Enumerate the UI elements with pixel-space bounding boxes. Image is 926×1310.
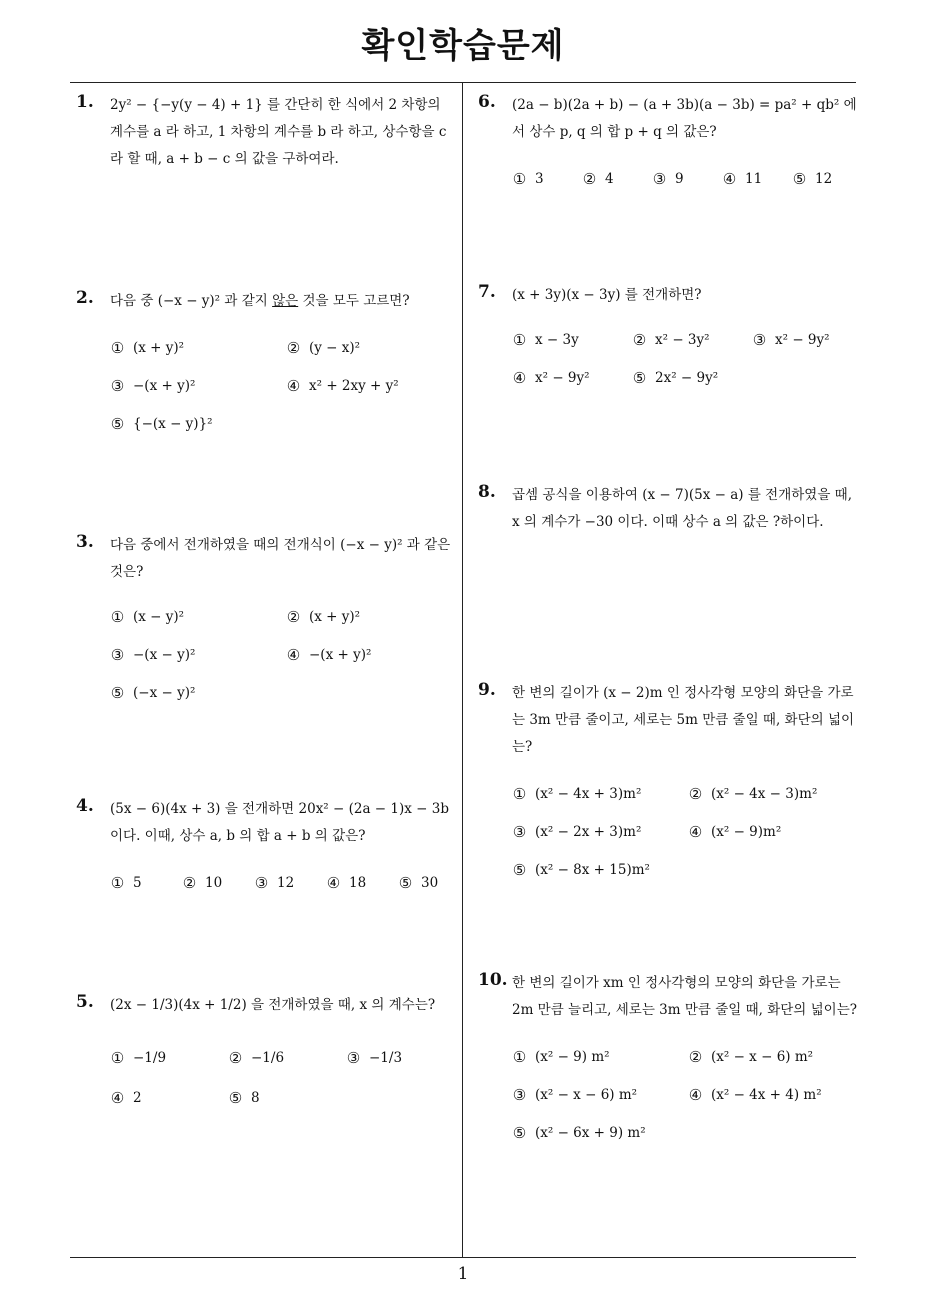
choice-2[interactable]: [688, 1049, 813, 1065]
choice-4[interactable]: [326, 875, 398, 891]
circled-number: ⑤: [110, 415, 125, 433]
problem-number: 4.: [76, 796, 94, 816]
circled-number: ④: [688, 1086, 703, 1104]
choice-list: [110, 329, 456, 443]
problem-number: 6.: [478, 92, 496, 112]
choice-1[interactable]: [512, 171, 582, 187]
choice-4[interactable]: [512, 370, 632, 386]
bottom-rule: [70, 1257, 856, 1258]
choice-text: 10: [205, 875, 223, 891]
choice-4[interactable]: [110, 1090, 228, 1106]
choice-text: 12: [815, 171, 833, 187]
problem-number: 7.: [478, 282, 496, 302]
choice-5[interactable]: [792, 171, 832, 187]
worksheet-title: 확인학습문제: [361, 26, 565, 66]
column-divider: [462, 83, 463, 1257]
choice-text: 8: [251, 1090, 260, 1106]
circled-number: ①: [110, 1049, 125, 1067]
choice-text: −(x − y)²: [133, 647, 196, 663]
circled-number: ②: [688, 1048, 703, 1066]
choice-4[interactable]: [688, 1087, 822, 1103]
choice-text: −(x + y)²: [309, 647, 372, 663]
circled-number: ⑤: [228, 1089, 243, 1107]
choice-1[interactable]: [512, 786, 688, 802]
problem-stem: (5x − 6)(4x + 3) 을 전개하면 20x² − (2a − 1)x − 3b 이다. 이때, 상수 a, b 의 합 a + b 의 값은?: [110, 801, 450, 844]
choice-list: [512, 1038, 858, 1152]
choice-1[interactable]: [110, 875, 182, 891]
choice-4[interactable]: [286, 378, 399, 394]
choice-3[interactable]: [110, 647, 286, 663]
circled-number: ②: [688, 785, 703, 803]
choice-5[interactable]: [398, 875, 438, 891]
choice-text: 18: [349, 875, 367, 891]
choice-1[interactable]: [512, 332, 632, 348]
choice-text: x² − 9y²: [775, 332, 830, 348]
problem-stem: (x + 3y)(x − 3y) 를 전개하면?: [512, 287, 702, 303]
circled-number: ③: [512, 1086, 527, 1104]
choice-4[interactable]: [722, 171, 792, 187]
circled-number: ④: [286, 646, 301, 664]
choice-5[interactable]: [632, 370, 718, 386]
choice-text: (x² − x − 6) m²: [535, 1087, 638, 1103]
circled-number: ④: [110, 1089, 125, 1107]
choice-text: (y − x)²: [309, 340, 361, 356]
choice-text: 4: [605, 171, 614, 187]
circled-number: ④: [722, 170, 737, 188]
choice-text: (x² − 6x + 9) m²: [535, 1125, 646, 1141]
problem-stem: 한 변의 길이가 (x − 2)m 인 정사각형 모양의 화단을 가로는 3m 만큼 줄이고, 세로는 5m 만큼 줄일 때, 화단의 넓이는?: [512, 685, 855, 755]
choice-text: (x² − 8x + 15)m²: [535, 862, 650, 878]
choice-text: x² − 3y²: [655, 332, 710, 348]
choice-2[interactable]: [228, 1050, 346, 1066]
choice-text: 3: [535, 171, 544, 187]
problem-stem: 한 변의 길이가 xm 인 정사각형의 모양의 화단을 가로는 2m 만큼 늘리고, 세로는 3m 만큼 줄일 때, 화단의 넓이는?: [512, 975, 858, 1018]
circled-number: ②: [182, 874, 197, 892]
problem-stem: 2y² − {−y(y − 4) + 1} 를 간단히 한 식에서 2 차항의 계수를 a 라 하고, 1 차항의 계수를 b 라 하고, 상수항을 c 라 할 때, a + b − c 의 값을 구하여라.: [110, 97, 447, 167]
circled-number: ⑤: [512, 1124, 527, 1142]
problem-3: [76, 532, 456, 712]
circled-number: ②: [228, 1049, 243, 1067]
problem-number: 3.: [76, 532, 94, 552]
choice-text: x² − 9y²: [535, 370, 590, 386]
circled-number: ③: [512, 823, 527, 841]
choice-2[interactable]: [582, 171, 652, 187]
choice-3[interactable]: [512, 1087, 688, 1103]
choice-list: [110, 864, 456, 902]
choice-list: [512, 160, 858, 198]
circled-number: ①: [110, 874, 125, 892]
circled-number: ①: [110, 339, 125, 357]
choice-3[interactable]: [346, 1050, 402, 1066]
choice-text: (x − y)²: [133, 609, 185, 625]
problem-number: 2.: [76, 288, 94, 308]
choice-4[interactable]: [286, 647, 371, 663]
problem-number: 5.: [76, 992, 94, 1012]
choice-text: −1/6: [251, 1050, 285, 1066]
choice-3[interactable]: [752, 332, 830, 348]
choice-text: 2: [133, 1090, 142, 1106]
choice-3[interactable]: [512, 824, 688, 840]
problem-7: [478, 282, 858, 397]
problem-stem: 다음 중에서 전개하였을 때의 전개식이 (−x − y)² 과 같은 것은?: [110, 537, 451, 580]
choice-text: 11: [745, 171, 763, 187]
problem-number: 10.: [478, 970, 508, 990]
problem-number: 8.: [478, 482, 496, 502]
choice-text: −1/9: [133, 1050, 167, 1066]
choice-text: (x + y)²: [133, 340, 185, 356]
circled-number: ④: [286, 377, 301, 395]
choice-list: [512, 321, 858, 397]
stem-part: 것을 모두 고르면?: [298, 293, 410, 309]
choice-5[interactable]: [110, 685, 195, 701]
circled-number: ④: [512, 369, 527, 387]
problem-10: [478, 970, 858, 1152]
circled-number: ①: [512, 331, 527, 349]
circled-number: ⑤: [110, 684, 125, 702]
choice-2[interactable]: [286, 609, 360, 625]
choice-3[interactable]: [652, 171, 722, 187]
circled-number: ①: [512, 170, 527, 188]
problem-stem: [110, 288, 456, 315]
choice-text: 12: [277, 875, 295, 891]
choice-text: (x² − 9) m²: [535, 1049, 610, 1065]
choice-text: (x² − 2x + 3)m²: [535, 824, 642, 840]
circled-number: ②: [286, 608, 301, 626]
choice-text: x − 3y: [535, 332, 579, 348]
stem-emphasis: 않은: [272, 293, 299, 309]
choice-text: −(x + y)²: [133, 378, 196, 394]
choice-text: x² + 2xy + y²: [309, 378, 399, 394]
problem-9: [478, 680, 858, 889]
choice-text: (x² − x − 6) m²: [711, 1049, 814, 1065]
circled-number: ④: [326, 874, 341, 892]
problem-6: [478, 92, 858, 198]
choice-1[interactable]: [512, 1049, 688, 1065]
circled-number: ⑤: [632, 369, 647, 387]
circled-number: ③: [110, 377, 125, 395]
choice-text: −1/3: [369, 1050, 403, 1066]
problem-stem: 곱셈 공식을 이용하여 (x − 7)(5x − a) 를 전개하였을 때, x 의 계수가 −30 이다. 이때 상수 a 의 값은 ?하이다.: [512, 487, 853, 530]
choice-text: (x² − 4x + 4) m²: [711, 1087, 822, 1103]
problem-number: 9.: [478, 680, 496, 700]
choice-text: (x² − 4x − 3)m²: [711, 786, 818, 802]
choice-2[interactable]: [688, 786, 817, 802]
choice-3[interactable]: [110, 378, 286, 394]
circled-number: ②: [632, 331, 647, 349]
circled-number: ⑤: [792, 170, 807, 188]
choice-list: [110, 598, 456, 712]
choice-text: {−(x − y)}²: [133, 416, 213, 432]
problem-4: [76, 796, 456, 902]
circled-number: ③: [110, 646, 125, 664]
choice-1[interactable]: [110, 340, 286, 356]
problem-1: [76, 92, 456, 173]
choice-5[interactable]: [228, 1090, 260, 1106]
circled-number: ③: [254, 874, 269, 892]
problem-number: 1.: [76, 92, 94, 112]
circled-number: ②: [582, 170, 597, 188]
circled-number: ②: [286, 339, 301, 357]
circled-number: ⑤: [512, 861, 527, 879]
choice-text: (x² − 4x + 3)m²: [535, 786, 642, 802]
circled-number: ③: [346, 1049, 361, 1067]
choice-text: (x² − 9)m²: [711, 824, 782, 840]
choice-2[interactable]: [632, 332, 752, 348]
choice-text: 9: [675, 171, 684, 187]
choice-text: 30: [421, 875, 439, 891]
choice-text: (−x − y)²: [133, 685, 196, 701]
choice-3[interactable]: [254, 875, 326, 891]
choice-1[interactable]: [110, 609, 286, 625]
problem-5: [76, 992, 456, 1117]
choice-5[interactable]: [512, 1125, 646, 1141]
choice-2[interactable]: [182, 875, 254, 891]
choice-text: 5: [133, 875, 142, 891]
circled-number: ③: [652, 170, 667, 188]
problem-stem: (2a − b)(2a + b) − (a + 3b)(a − 3b) = pa² + qb² 에서 상수 p, q 의 합 p + q 의 값은?: [512, 97, 857, 140]
stem-part: 다음 중 (−x − y)² 과 같지: [110, 293, 273, 309]
circled-number: ①: [110, 608, 125, 626]
choice-text: 2x² − 9y²: [655, 370, 719, 386]
choice-text: (x + y)²: [309, 609, 361, 625]
page-number: 1: [457, 1264, 469, 1284]
circled-number: ①: [512, 1048, 527, 1066]
choice-2[interactable]: [286, 340, 360, 356]
problem-2: [76, 288, 456, 443]
choice-5[interactable]: [512, 862, 650, 878]
circled-number: ①: [512, 785, 527, 803]
circled-number: ④: [688, 823, 703, 841]
choice-5[interactable]: [110, 416, 213, 432]
choice-list: [512, 775, 858, 889]
problem-8: [478, 482, 858, 536]
circled-number: ③: [752, 331, 767, 349]
top-rule: [70, 82, 856, 83]
choice-1[interactable]: [110, 1050, 228, 1066]
choice-4[interactable]: [688, 824, 781, 840]
choice-list: [110, 1037, 456, 1117]
problem-stem: (2x − 1/3)(4x + 1/2) 을 전개하였을 때, x 의 계수는?: [110, 997, 436, 1013]
circled-number: ⑤: [398, 874, 413, 892]
